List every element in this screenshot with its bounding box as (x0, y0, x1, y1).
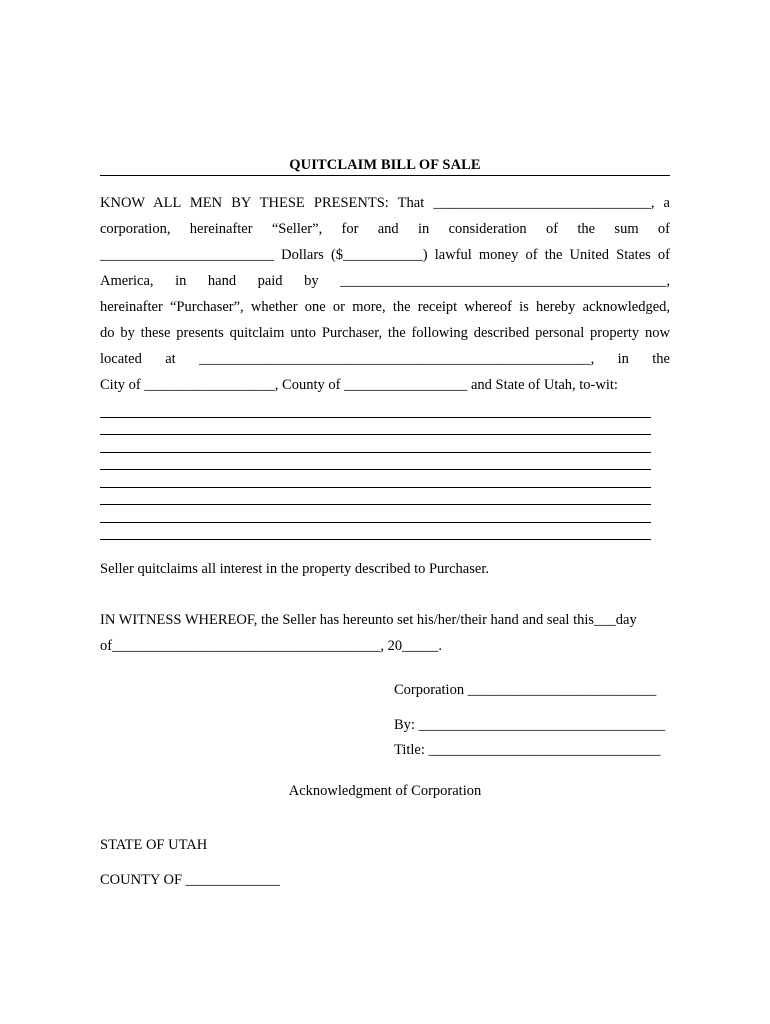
quitclaim-statement: Seller quitclaims all interest in the property described to Purchaser. (100, 561, 489, 577)
paragraph-line-5: hereinafter “Purchaser”, whether one or more, the receipt whereof is hereby acknowledged, (100, 299, 670, 315)
document-title: QUITCLAIM BILL OF SALE (289, 157, 481, 173)
description-blank-line (100, 452, 651, 453)
description-blank-line (100, 504, 651, 505)
description-blank-line (100, 469, 651, 470)
description-blank-line (100, 417, 651, 418)
signature-title: Title: ________________________________ (394, 742, 661, 758)
description-blank-line (100, 522, 651, 523)
paragraph-line-2: corporation, hereinafter “Seller”, for and in consideration of the sum of (100, 221, 670, 237)
paragraph-line-7: located at ______________________________________________________, in the (100, 351, 670, 367)
signature-by: By: __________________________________ (394, 717, 666, 733)
witness-line-2: of_____________________________________, 20_____. (100, 638, 442, 654)
paragraph-line-4: America, in hand paid by _____________________________________________, (100, 273, 670, 289)
witness-line-1: IN WITNESS WHEREOF, the Seller has hereunto set his/her/their hand and seal this___day (100, 612, 637, 628)
paragraph-line-3: ________________________ Dollars ($___________) lawful money of the United States of (100, 247, 670, 263)
state-line: STATE OF UTAH (100, 837, 208, 853)
county-line: COUNTY OF _____________ (100, 872, 280, 888)
signature-corporation: Corporation __________________________ (394, 682, 657, 698)
description-blank-line (100, 434, 651, 435)
acknowledgment-heading: Acknowledgment of Corporation (288, 783, 482, 799)
paragraph-line-8: City of __________________, County of _________________ and State of Utah, to-wit: (100, 377, 618, 393)
paragraph-line-1: KNOW ALL MEN BY THESE PRESENTS: That ______________________________, a (100, 195, 670, 211)
title-underline (100, 175, 670, 176)
paragraph-line-6: do by these presents quitclaim unto Purchaser, the following described personal property now (100, 325, 670, 341)
description-blank-line (100, 539, 651, 540)
description-blank-line (100, 487, 651, 488)
